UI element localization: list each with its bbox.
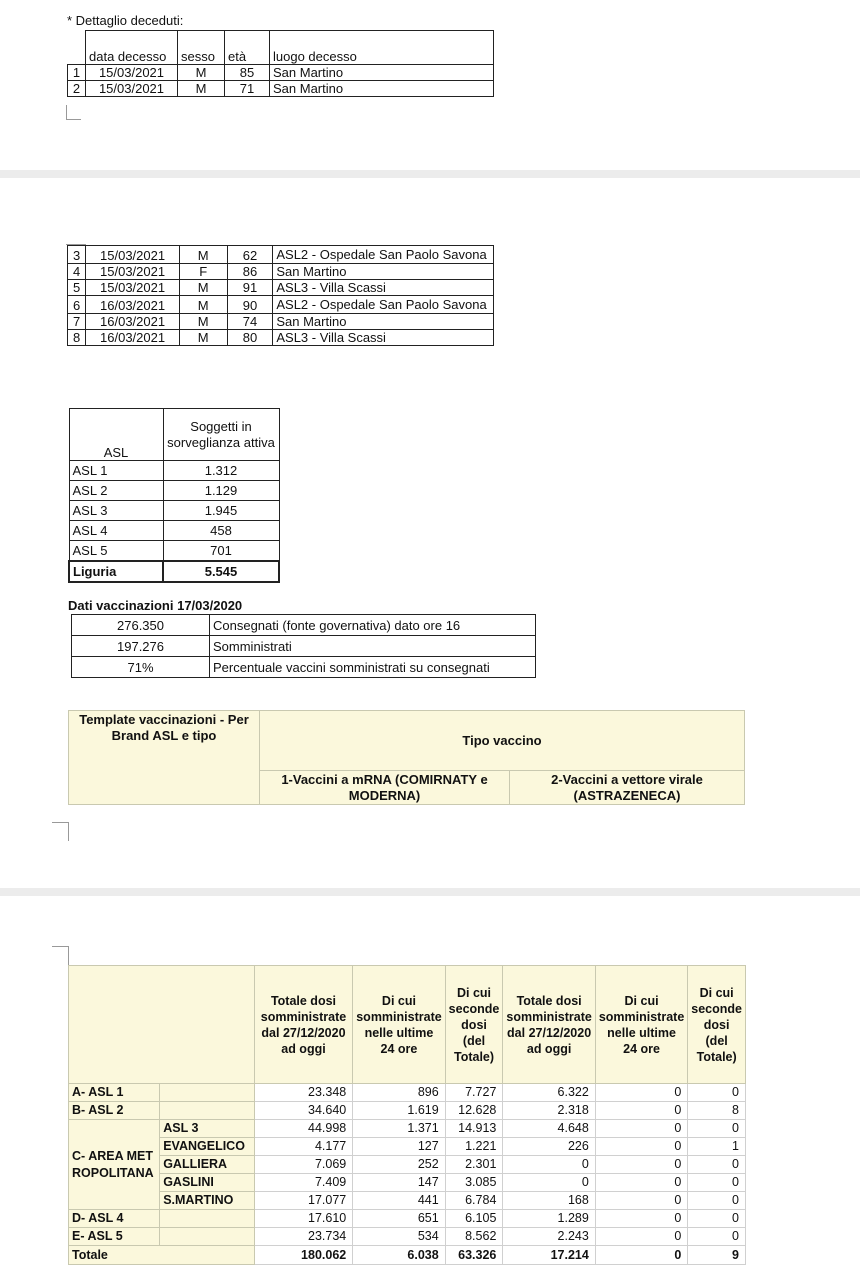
table-row [72, 657, 536, 678]
vaccinations-label: Percentuale vaccini somministrati su consegnati [210, 657, 536, 678]
table-row [68, 330, 494, 346]
deaths-caption: * Dettaglio deceduti: [67, 13, 184, 28]
cell-value: 534 [353, 1228, 445, 1246]
cell-value: 7.409 [254, 1174, 353, 1192]
cell-value: 17.077 [254, 1192, 353, 1210]
death-sex: M [179, 330, 227, 346]
cell-value: 0 [595, 1192, 687, 1210]
row-index: 3 [68, 246, 86, 264]
cell-value: 896 [353, 1084, 445, 1102]
cell-value: 2.318 [503, 1102, 595, 1120]
cell-value: 4.177 [254, 1138, 353, 1156]
surveillance-value: 1.129 [163, 481, 279, 501]
cell-value: 7.069 [254, 1156, 353, 1174]
death-date: 15/03/2021 [86, 280, 180, 296]
cell-value: 0 [688, 1228, 746, 1246]
cell-value: 168 [503, 1192, 595, 1210]
cell-value: 12.628 [445, 1102, 503, 1120]
row-index: 2 [68, 81, 86, 97]
page-margin-mark [66, 105, 81, 120]
row-label: C- AREA METROPOLITANA [69, 1120, 160, 1210]
death-sex: M [178, 81, 225, 97]
surveillance-asl: ASL 2 [69, 481, 163, 501]
cell-value: 6.322 [503, 1084, 595, 1102]
cell-value: 0 [595, 1120, 687, 1138]
cell-value: 147 [353, 1174, 445, 1192]
cell-value: 2.301 [445, 1156, 503, 1174]
cell-value: 252 [353, 1156, 445, 1174]
death-date: 15/03/2021 [86, 246, 180, 264]
death-place: ASL2 - Ospedale San Paolo Savona [273, 246, 494, 264]
row-sublabel: GALLIERA [160, 1156, 255, 1174]
table-row [69, 1192, 746, 1210]
brand-table [68, 965, 746, 1265]
table-row [68, 314, 494, 330]
cell-value: 34.640 [254, 1102, 353, 1120]
table-row [69, 481, 279, 501]
table-row-total [69, 1246, 746, 1265]
death-date: 15/03/2021 [86, 264, 180, 280]
table-row [69, 521, 279, 541]
death-date: 15/03/2021 [86, 81, 178, 97]
death-date: 16/03/2021 [86, 314, 180, 330]
surveillance-header-asl: ASL [69, 409, 163, 461]
cell-value: 17.610 [254, 1210, 353, 1228]
death-sex: F [179, 264, 227, 280]
cell-value: 0 [595, 1084, 687, 1102]
total-label: Totale [69, 1246, 255, 1265]
surveillance-asl: ASL 5 [69, 541, 163, 561]
table-row [72, 636, 536, 657]
row-label: A- ASL 1 [69, 1084, 160, 1102]
header-viral-second: Di cui seconde dosi (del Totale) [688, 966, 746, 1084]
cell-value: 2.243 [503, 1228, 595, 1246]
row-label: B- ASL 2 [69, 1102, 160, 1120]
table-row [72, 615, 536, 636]
table-row [68, 65, 494, 81]
row-label: D- ASL 4 [69, 1210, 160, 1228]
cell-value: 0 [503, 1156, 595, 1174]
cell-value: 4.648 [503, 1120, 595, 1138]
surveillance-value: 458 [163, 521, 279, 541]
cell-value: 0 [688, 1192, 746, 1210]
cell-value: 0 [688, 1156, 746, 1174]
header-viral-last24h: Di cui somministrate nelle ultime 24 ore [595, 966, 687, 1084]
table-row [68, 280, 494, 296]
vaccinations-label: Somministrati [210, 636, 536, 657]
deaths-header-sex: sesso [178, 31, 225, 65]
cell-value: 0 [688, 1120, 746, 1138]
cell-value: 7.727 [445, 1084, 503, 1102]
cell-value: 23.734 [254, 1228, 353, 1246]
death-age: 91 [227, 280, 273, 296]
surveillance-value: 1.312 [163, 461, 279, 481]
template-title: Template vaccinazioni - Per Brand ASL e tipo [69, 711, 260, 805]
cell-value: 0 [688, 1174, 746, 1192]
table-row [69, 461, 279, 481]
deaths-header-place: luogo decesso [270, 31, 494, 65]
death-place: ASL2 - Ospedale San Paolo Savona [273, 296, 494, 314]
deaths-header-index [68, 31, 86, 65]
death-place: San Martino [270, 81, 494, 97]
row-index: 4 [68, 264, 86, 280]
cell-value: 8.562 [445, 1228, 503, 1246]
death-sex: M [179, 296, 227, 314]
cell-value: 23.348 [254, 1084, 353, 1102]
death-place: San Martino [273, 314, 494, 330]
cell-value: 0 [595, 1102, 687, 1120]
total-value: 6.038 [353, 1246, 445, 1265]
cell-value: 3.085 [445, 1174, 503, 1192]
cell-value: 14.913 [445, 1120, 503, 1138]
death-date: 16/03/2021 [86, 330, 180, 346]
vaccinations-value: 276.350 [72, 615, 210, 636]
table-row [69, 1084, 746, 1102]
vaccinations-table [71, 614, 536, 678]
surveillance-asl: ASL 4 [69, 521, 163, 541]
row-sublabel: GASLINI [160, 1174, 255, 1192]
cell-value: 1.221 [445, 1138, 503, 1156]
table-row [68, 296, 494, 314]
cell-value: 6.105 [445, 1210, 503, 1228]
death-age: 71 [225, 81, 270, 97]
row-label: E- ASL 5 [69, 1228, 160, 1246]
page-margin-mark [52, 822, 69, 841]
death-date: 15/03/2021 [86, 65, 178, 81]
cell-value: 1 [688, 1138, 746, 1156]
header-mrna-second: Di cui seconde dosi (del Totale) [445, 966, 503, 1084]
death-age: 62 [227, 246, 273, 264]
surveillance-total-value: 5.545 [163, 561, 279, 582]
table-row [69, 1138, 746, 1156]
death-sex: M [179, 246, 227, 264]
cell-value: 8 [688, 1102, 746, 1120]
table-row-total [69, 561, 279, 582]
total-value: 63.326 [445, 1246, 503, 1265]
row-sublabel [160, 1102, 255, 1120]
row-sublabel: S.MARTINO [160, 1192, 255, 1210]
template-type-mrna: 1-Vaccini a mRNA (COMIRNATY e MODERNA) [260, 771, 510, 805]
vaccinations-label: Consegnati (fonte governativa) dato ore 16 [210, 615, 536, 636]
cell-value: 0 [595, 1210, 687, 1228]
table-row [69, 501, 279, 521]
row-index: 8 [68, 330, 86, 346]
cell-value: 44.998 [254, 1120, 353, 1138]
table-row [68, 81, 494, 97]
death-place: San Martino [270, 65, 494, 81]
cell-value: 0 [688, 1210, 746, 1228]
cell-value: 0 [595, 1228, 687, 1246]
table-row [69, 1228, 746, 1246]
document-page-3 [0, 896, 860, 1280]
death-place: ASL3 - Villa Scassi [273, 330, 494, 346]
table-row [69, 1174, 746, 1192]
row-sublabel: EVANGELICO [160, 1138, 255, 1156]
cell-value: 0 [595, 1174, 687, 1192]
total-value: 180.062 [254, 1246, 353, 1265]
table-row [69, 1156, 746, 1174]
surveillance-header-value: Soggetti in sorveglianza attiva [163, 409, 279, 461]
table-row [69, 1210, 746, 1228]
death-age: 74 [227, 314, 273, 330]
template-type-viral-vector: 2-Vaccini a vettore virale (ASTRAZENECA) [510, 771, 745, 805]
death-date: 16/03/2021 [86, 296, 180, 314]
row-index: 7 [68, 314, 86, 330]
row-sublabel [160, 1228, 255, 1246]
death-age: 86 [227, 264, 273, 280]
cell-value: 651 [353, 1210, 445, 1228]
total-value: 0 [595, 1246, 687, 1265]
death-place: San Martino [273, 264, 494, 280]
deaths-table-part1 [67, 30, 494, 97]
row-sublabel [160, 1084, 255, 1102]
cell-value: 1.371 [353, 1120, 445, 1138]
row-index: 5 [68, 280, 86, 296]
death-age: 90 [227, 296, 273, 314]
cell-value: 0 [595, 1138, 687, 1156]
header-viral-total: Totale dosi somministrate dal 27/12/2020 ad oggi [503, 966, 595, 1084]
cell-value: 441 [353, 1192, 445, 1210]
table-row [68, 264, 494, 280]
header-mrna-last24h: Di cui somministrate nelle ultime 24 ore [353, 966, 445, 1084]
row-sublabel: ASL 3 [160, 1120, 255, 1138]
cell-value: 0 [688, 1084, 746, 1102]
total-value: 9 [688, 1246, 746, 1265]
death-age: 80 [227, 330, 273, 346]
document-page-2 [0, 178, 860, 888]
row-sublabel [160, 1210, 255, 1228]
template-type-header: Tipo vaccino [260, 711, 745, 771]
vaccinations-value: 197.276 [72, 636, 210, 657]
deaths-table-part2 [67, 245, 494, 346]
surveillance-total-label: Liguria [69, 561, 163, 582]
death-place: ASL3 - Villa Scassi [273, 280, 494, 296]
row-index: 1 [68, 65, 86, 81]
death-sex: M [179, 314, 227, 330]
header-mrna-total: Totale dosi somministrate dal 27/12/2020 ad oggi [254, 966, 353, 1084]
cell-value: 1.289 [503, 1210, 595, 1228]
total-value: 17.214 [503, 1246, 595, 1265]
cell-value: 127 [353, 1138, 445, 1156]
table-row [69, 541, 279, 561]
vaccinations-value: 71% [72, 657, 210, 678]
document-page-1 [0, 0, 860, 170]
surveillance-asl: ASL 1 [69, 461, 163, 481]
brand-header-blank [69, 966, 255, 1084]
vaccinations-caption: Dati vaccinazioni 17/03/2020 [68, 598, 243, 613]
cell-value: 226 [503, 1138, 595, 1156]
deaths-header-age: età [225, 31, 270, 65]
table-row [68, 246, 494, 264]
death-sex: M [178, 65, 225, 81]
table-row [69, 1120, 746, 1138]
row-index: 6 [68, 296, 86, 314]
template-vaccinations-table [68, 710, 745, 805]
cell-value: 0 [595, 1156, 687, 1174]
deaths-header-date: data decesso [86, 31, 178, 65]
surveillance-value: 1.945 [163, 501, 279, 521]
death-age: 85 [225, 65, 270, 81]
surveillance-value: 701 [163, 541, 279, 561]
cell-value: 1.619 [353, 1102, 445, 1120]
table-row [69, 1102, 746, 1120]
death-sex: M [179, 280, 227, 296]
cell-value: 6.784 [445, 1192, 503, 1210]
surveillance-table [68, 408, 280, 583]
page-margin-mark [52, 946, 69, 969]
surveillance-asl: ASL 3 [69, 501, 163, 521]
cell-value: 0 [503, 1174, 595, 1192]
